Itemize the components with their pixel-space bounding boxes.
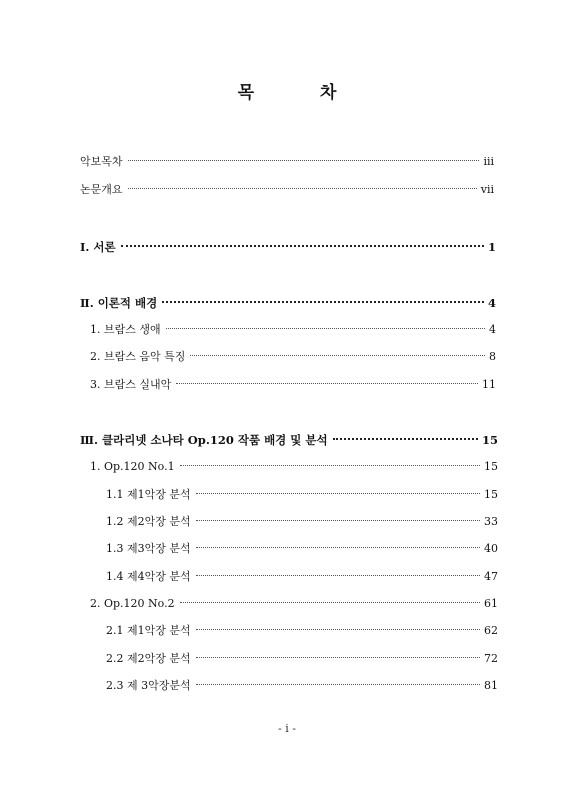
toc-entry-label: 2. 브람스 음악 특징 [90, 350, 186, 363]
toc-entry-abstract[interactable] [80, 176, 494, 196]
toc-chapter-2[interactable] [80, 289, 496, 310]
toc-entry-page: 11 [482, 378, 496, 391]
toc-entry-page: iii [483, 155, 494, 168]
toc-entry-label: 2.3 제 3악장분석 [106, 679, 191, 692]
page-title: 목 차 [237, 83, 367, 103]
leader-dots [166, 312, 485, 329]
toc-entry-label: Ⅲ. 클라리넷 소나타 Op.120 작품 배경 및 분석 [80, 433, 328, 447]
toc-subsection-1-2[interactable] [106, 508, 498, 528]
toc-entry-page: 33 [484, 515, 498, 528]
toc-entry-page: 62 [484, 624, 498, 637]
toc-chapter-3[interactable] [80, 426, 498, 447]
toc-entry-page: 15 [481, 433, 498, 447]
toc-entry-page: 61 [484, 597, 498, 610]
toc-entry-label: 1. 브람스 생애 [90, 323, 161, 336]
toc-subsection-1-1[interactable] [106, 481, 498, 501]
leader-dots [180, 449, 480, 466]
toc-section-3-2[interactable] [90, 590, 498, 610]
toc-entry-label: 1. Op.120 No.1 [90, 460, 175, 473]
toc-entry-page: 15 [484, 460, 498, 473]
toc-entry-label: Ⅰ. 서론 [80, 240, 116, 254]
leader-dots [128, 144, 480, 161]
leader-dots [196, 477, 480, 494]
toc-entry-label: 악보목차 [80, 155, 123, 168]
toc-section-2-1[interactable] [90, 316, 496, 336]
toc-entry-label: Ⅱ. 이론적 배경 [80, 296, 158, 310]
leader-dots [196, 531, 480, 548]
leader-dots [196, 668, 480, 685]
toc-section-3-1[interactable] [90, 453, 498, 473]
toc-subsection-2-1[interactable] [106, 617, 498, 637]
toc-entry-page: vii [480, 183, 494, 196]
leader-dots [180, 586, 480, 603]
leader-dots [196, 559, 480, 576]
toc-entry-label: 1.2 제2악장 분석 [106, 515, 191, 528]
toc-entry-page: 47 [484, 570, 498, 583]
toc-entry-page: 40 [484, 542, 498, 555]
toc-entry-label: 1.3 제3악장 분석 [106, 542, 191, 555]
leader-dots [176, 367, 478, 384]
leader-dots [128, 172, 477, 189]
leader-dots [190, 339, 485, 356]
toc-entry-page: 15 [484, 488, 498, 501]
toc-entry-label: 1.4 제4악장 분석 [106, 570, 191, 583]
toc-entry-page: 1 [487, 240, 496, 254]
leader-dots [196, 504, 480, 521]
toc-entry-page: 4 [489, 323, 496, 336]
toc-entry-page: 4 [487, 296, 496, 310]
leader-dots [121, 229, 484, 247]
toc-subsection-1-3[interactable] [106, 535, 498, 555]
toc-entry-label: 2. Op.120 No.2 [90, 597, 175, 610]
toc-entry-label: 논문개요 [80, 183, 123, 196]
page-number: - i - [278, 722, 296, 735]
toc-entry-label: 1.1 제1악장 분석 [106, 488, 191, 501]
toc-entry-score-list[interactable] [80, 148, 494, 168]
toc-section-2-3[interactable] [90, 371, 496, 391]
leader-dots [196, 613, 480, 630]
leader-dots [333, 422, 478, 440]
toc-entry-label: 2.2 제2악장 분석 [106, 652, 191, 665]
leader-dots [162, 285, 484, 303]
leader-dots [196, 641, 480, 658]
toc-section-2-2[interactable] [90, 343, 496, 363]
toc-entry-label: 2.1 제1악장 분석 [106, 624, 191, 637]
toc-subsection-1-4[interactable] [106, 563, 498, 583]
toc-subsection-2-2[interactable] [106, 645, 498, 665]
toc-entry-page: 81 [484, 679, 498, 692]
toc-entry-page: 8 [489, 350, 496, 363]
toc-entry-label: 3. 브람스 실내악 [90, 378, 172, 391]
toc-entry-page: 72 [484, 652, 498, 665]
toc-chapter-1[interactable] [80, 233, 496, 254]
toc-subsection-2-3[interactable] [106, 672, 498, 692]
